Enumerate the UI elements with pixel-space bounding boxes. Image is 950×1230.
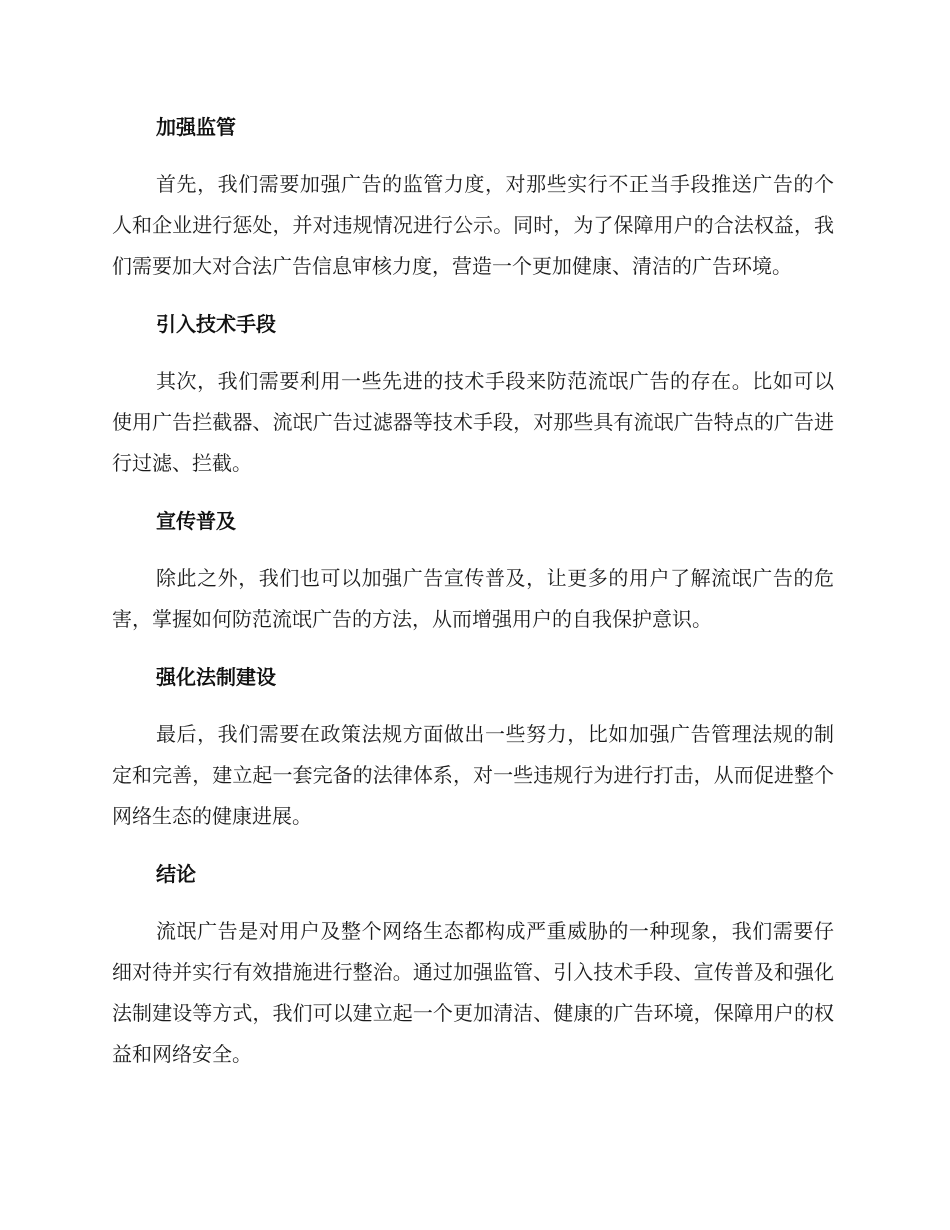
section-conclusion [112, 855, 834, 1075]
section-paragraph: 其次，我们需要利用一些先进的技术手段来防范流氓广告的存在。比如可以使用广告拦截器、流氓广告过滤器等技术手段，对那些具有流氓广告特点的广告进行过滤、拦截。 [112, 369, 834, 475]
section-paragraph: 最后，我们需要在政策法规方面做出一些努力，比如加强广告管理法规的制定和完善，建立起一套完备的法律体系，对一些违规行为进行打击，从而促进整个网络生态的健康进展。 [112, 722, 834, 828]
section-heading: 强化法制建设 [156, 665, 276, 689]
section-publicity [112, 502, 834, 640]
section-heading: 宣传普及 [156, 509, 236, 533]
section-paragraph: 首先，我们需要加强广告的监管力度，对那些实行不正当手段推送广告的个人和企业进行惩处，并对违规情况进行公示。同时，为了保障用户的合法权益，我们需要加大对合法广告信息审核力度，营造一个更加健康、清洁的广告环境。 [112, 172, 834, 278]
section-paragraph: 除此之外，我们也可以加强广告宣传普及，让更多的用户了解流氓广告的危害，掌握如何防范流氓广告的方法，从而增强用户的自我保护意识。 [112, 566, 834, 631]
section-heading: 加强监管 [156, 115, 236, 139]
section-legal-construction [112, 658, 834, 837]
section-technical-means [112, 305, 834, 484]
section-heading: 结论 [156, 862, 196, 886]
document-body [112, 108, 834, 1093]
section-strengthen-supervision [112, 108, 834, 287]
section-paragraph: 流氓广告是对用户及整个网络生态都构成严重威胁的一种现象，我们需要仔细对待并实行有效措施进行整治。通过加强监管、引入技术手段、宣传普及和强化法制建设等方式，我们可以建立起一个更加清洁、健康的广告环境，保障用户的权益和网络安全。 [112, 919, 834, 1066]
section-heading: 引入技术手段 [156, 312, 276, 336]
